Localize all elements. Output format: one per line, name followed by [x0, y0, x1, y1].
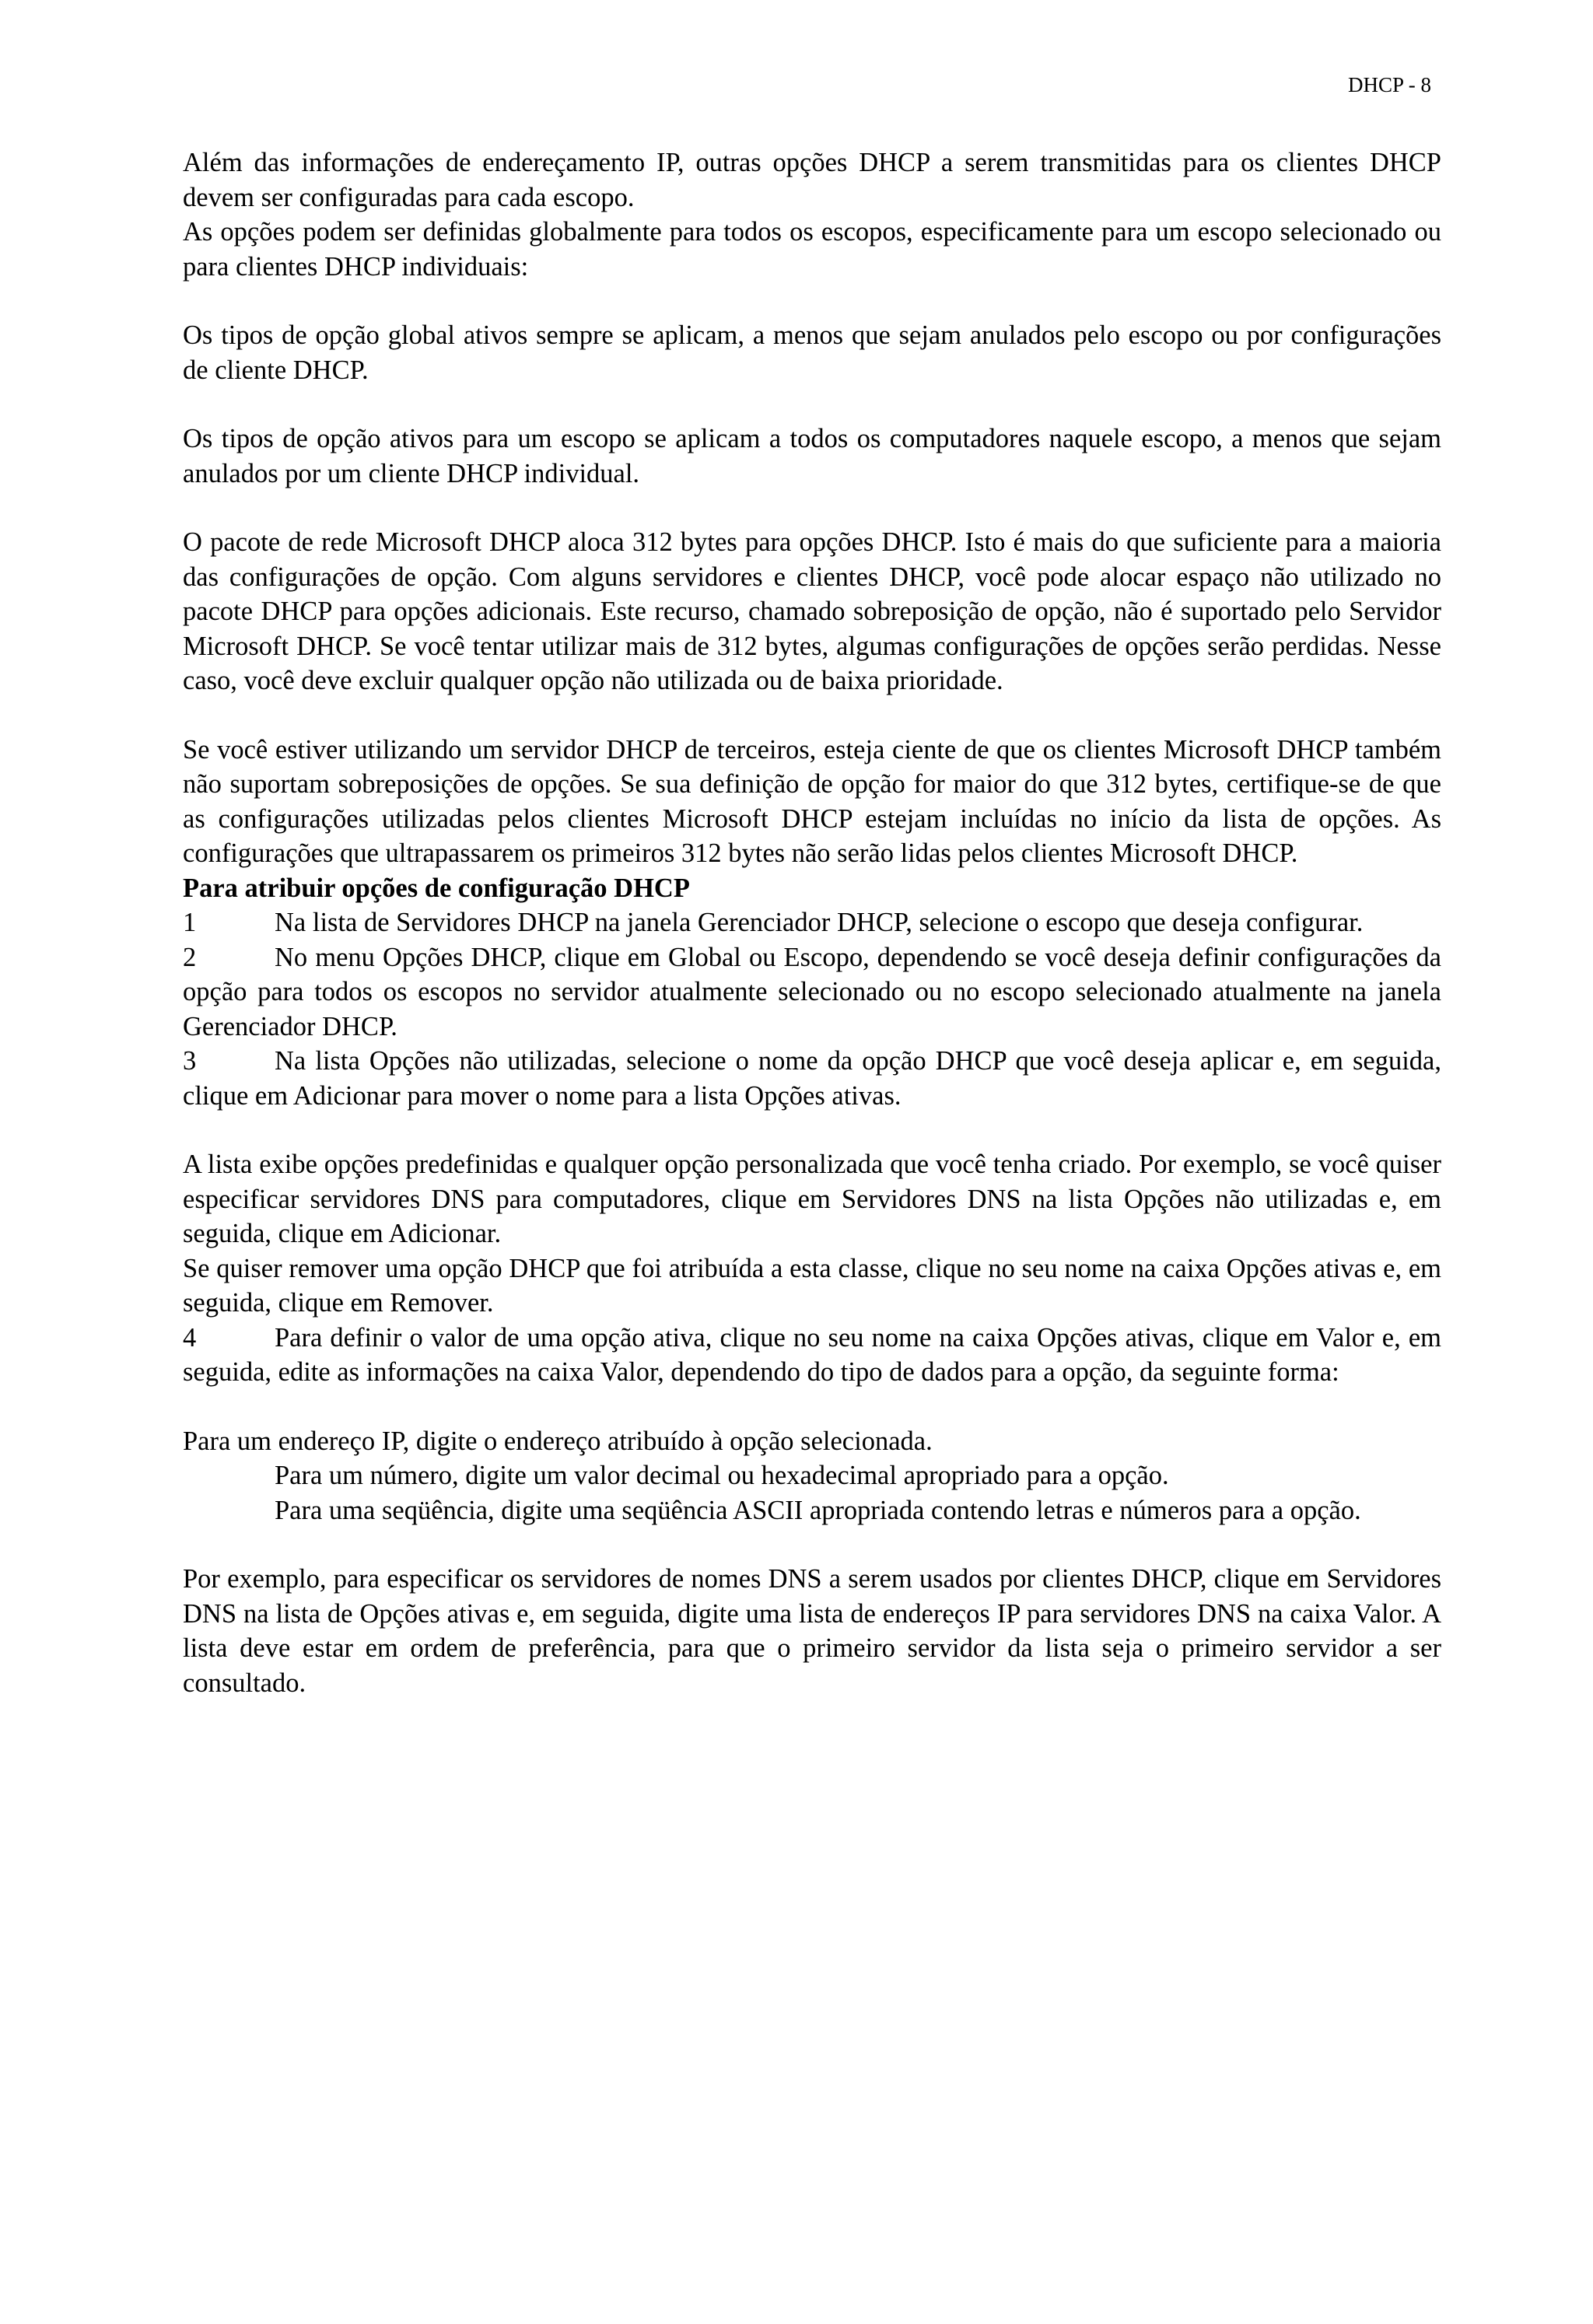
step-4	[183, 1321, 1441, 1390]
step-text: Para definir o valor de uma opção ativa, clique no seu nome na caixa Opções ativas, clique em Valor e, em seguida, edite as informações na caixa Valor, dependendo do tipo de dados para a opção, da seguinte forma:	[183, 1322, 1441, 1387]
step-number: 2	[183, 942, 197, 972]
document-body	[183, 145, 1441, 1700]
paragraph-packet-size: O pacote de rede Microsoft DHCP aloca 312 bytes para opções DHCP. Isto é mais do que suficiente para a maioria das configurações de opção. Com alguns servidores e clientes DHCP, você pode alocar espaço não utilizado no pacote DHCP para opções adicionais. Este recurso, chamado sobreposição de opção, não é suportado pelo Servidor Microsoft DHCP. Se você tentar utilizar mais de 312 bytes, algumas configurações de opções serão perdidas. Nesse caso, você deve excluir qualquer opção não utilizada ou de baixa prioridade.	[183, 527, 1441, 695]
step-2	[183, 940, 1441, 1045]
step-text: No menu Opções DHCP, clique em Global ou Escopo, dependendo se você deseja definir configurações da opção para todos os escopos no servidor atualmente selecionado ou no escopo selecionado atualmente na janela Gerenciador DHCP.	[183, 942, 1441, 1041]
paragraph-third-party: Se você estiver utilizando um servidor DHCP de terceiros, esteja ciente de que os clientes Microsoft DHCP também não suportam sobreposições de opções. Se sua definição de opção for maior do que 312 bytes, certifique-se de que as configurações utilizadas pelos clientes Microsoft DHCP estejam incluídas no início da lista de opções. As configurações que ultrapassarem os primeiros 312 bytes não serão lidas pelos clientes Microsoft DHCP.	[183, 734, 1441, 868]
step-number: 4	[183, 1322, 197, 1353]
step-number: 3	[183, 1046, 197, 1076]
paragraph-global-options: Os tipos de opção global ativos sempre se aplicam, a menos que sejam anulados pelo escopo ou por configurações de cliente DHCP.	[183, 320, 1441, 385]
section-heading: Para atribuir opções de configuração DHCP	[183, 873, 690, 903]
step-text: Na lista Opções não utilizadas, selecione o nome da opção DHCP que você deseja aplicar e, em seguida, clique em Adicionar para mover o nome para a lista Opções ativas.	[183, 1046, 1441, 1111]
step-number: 1	[183, 908, 197, 937]
step-3	[183, 1044, 1441, 1113]
paragraph-remove-option: Se quiser remover uma opção DHCP que foi atribuída a esta classe, clique no seu nome na caixa Opções ativas e, em seguida, clique em Remover.	[183, 1253, 1441, 1318]
paragraph-ip-value: Para um endereço IP, digite o endereço atribuído à opção selecionada.	[183, 1426, 933, 1456]
step-1	[183, 905, 1441, 940]
paragraph-options-scope: As opções podem ser definidas globalmente para todos os escopos, especificamente para um escopo selecionado ou para clientes DHCP individuais:	[183, 217, 1441, 282]
page-number-header: DHCP - 8	[1347, 73, 1431, 96]
paragraph-dns-example: Por exemplo, para especificar os servidores de nomes DNS a serem usados por clientes DHCP, clique em Servidores DNS na lista de Opções ativas e, em seguida, digite uma lista de endereços IP para servidores DNS na caixa Valor. A lista deve estar em ordem de preferência, para que o primeiro servidor da lista seja o primeiro servidor a ser consultado.	[183, 1564, 1441, 1698]
paragraph-list-example: A lista exibe opções predefinidas e qualquer opção personalizada que você tenha criado. Por exemplo, se você quiser especificar servidores DNS para computadores, clique em Servidores DNS na lista Opções não utilizadas e, em seguida, clique em Adicionar.	[183, 1150, 1441, 1248]
paragraph-number-value: Para um número, digite um valor decimal ou hexadecimal apropriado para a opção.	[275, 1461, 1169, 1490]
paragraph-intro: Além das informações de endereçamento IP, outras opções DHCP a serem transmitidas para os clientes DHCP devem ser configuradas para cada escopo.	[183, 148, 1441, 212]
paragraph-string-value: Para uma seqüência, digite uma seqüência ASCII apropriada contendo letras e números para a opção.	[275, 1495, 1361, 1525]
paragraph-scope-options: Os tipos de opção ativos para um escopo se aplicam a todos os computadores naquele escopo, a menos que sejam anulados por um cliente DHCP individual.	[183, 424, 1441, 488]
step-text: Na lista de Servidores DHCP na janela Gerenciador DHCP, selecione o escopo que deseja configurar.	[275, 908, 1364, 937]
